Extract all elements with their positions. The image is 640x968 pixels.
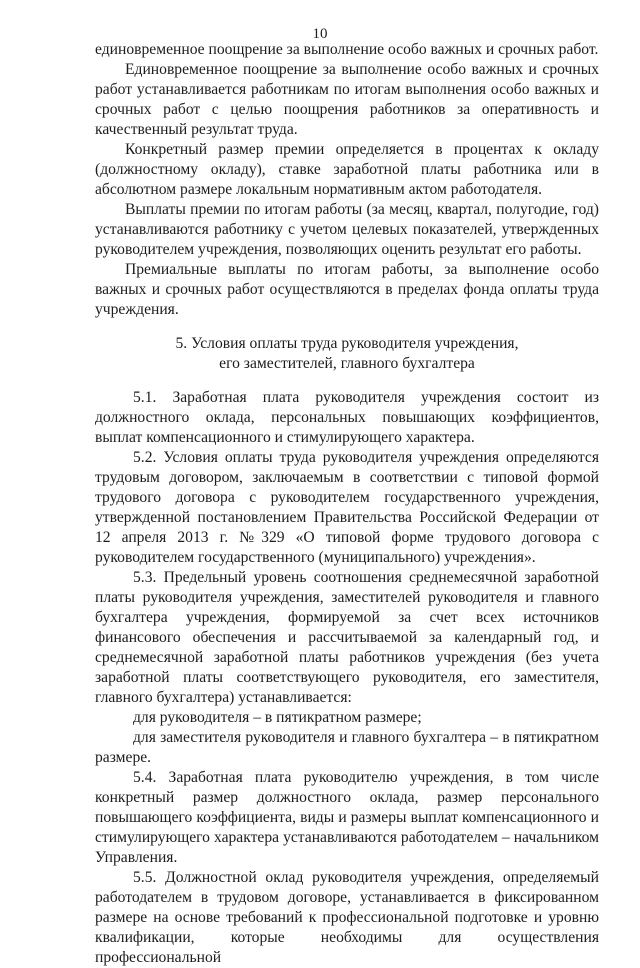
section-heading-line-1: 5. Условия оплаты труда руководителя учреждения, bbox=[175, 335, 519, 352]
paragraph-5-1: 5.1. Заработная плата руководителя учреждения состоит из должностного оклада, персональных повышающих коэффициентов, выплат компенсационного и стимулирующего характера. bbox=[95, 389, 599, 446]
section-heading-line-2: его заместителей, главного бухгалтера bbox=[219, 355, 475, 372]
body-text bbox=[95, 40, 599, 968]
list-item-director: для руководителя – в пятикратном размере; bbox=[133, 709, 422, 726]
paragraph: Конкретный размер премии определяется в процентах к окладу (должностному окладу), ставке заработной платы работника или в абсолютном размере локальным нормативным актом работодателя. bbox=[95, 141, 599, 198]
paragraph: Премиальные выплаты по итогам работы, за выполнение особо важных и срочных работ осуществляются в пределах фонда оплаты труда учреждения. bbox=[95, 261, 599, 318]
paragraph-5-4: 5.4. Заработная плата руководителю учреждения, в том числе конкретный размер должностного оклада, размер персонального повышающего коэффициента, виды и размеры выплат компенсационного и стимулирующего характера устанавливаются работодателем – начальником Управления. bbox=[95, 769, 599, 866]
page-number: 10 bbox=[312, 26, 328, 42]
paragraph-5-2: 5.2. Условия оплаты труда руководителя учреждения определяются трудовым договором, заключаемым в соответствии с типовой формой трудового договора с руководителем государственного учреждения, утвержденной постановлением Правительства Российской Федерации от 12 апреля 2013 г. №329 «О типовой форме трудового договора с руководителем государственного (муниципального) учреждения». bbox=[95, 449, 599, 566]
paragraph: Единовременное поощрение за выполнение особо важных и срочных работ устанавливается работникам по итогам выполнения особо важных и срочных работ с целью поощрения работников за оперативность и качественный результат труда. bbox=[95, 61, 599, 138]
paragraph: единовременное поощрение за выполнение особо важных и срочных работ. bbox=[95, 41, 599, 58]
list-item-deputy: для заместителя руководителя и главного бухгалтера – в пятикратном размере. bbox=[95, 729, 599, 766]
paragraph-5-3: 5.3. Предельный уровень соотношения среднемесячной заработной платы руководителя учреждения, заместителей руководителя и главного бухгалтера учреждения, формируемой за счет всех источников финансового обеспечения и рассчитываемой за календарный год, и среднемесячной заработной платы работников учреждения (без учета заработной платы соответствующего руководителя, его заместителя, главного бухгалтера) устанавливается: bbox=[95, 569, 599, 706]
paragraph: Выплаты премии по итогам работы (за месяц, квартал, полугодие, год) устанавливаются работнику с учетом целевых показателей, утвержденных руководителем учреждения, позволяющих оценить результат его работы. bbox=[95, 201, 599, 258]
paragraph-5-5: 5.5. Должностной оклад руководителя учреждения, определяемый работодателем в трудовом договоре, устанавливается в фиксированном размере на основе требований к профессиональной подготовке и уровню квалификации, которые необходимы для осуществления профессиональной bbox=[95, 869, 599, 966]
